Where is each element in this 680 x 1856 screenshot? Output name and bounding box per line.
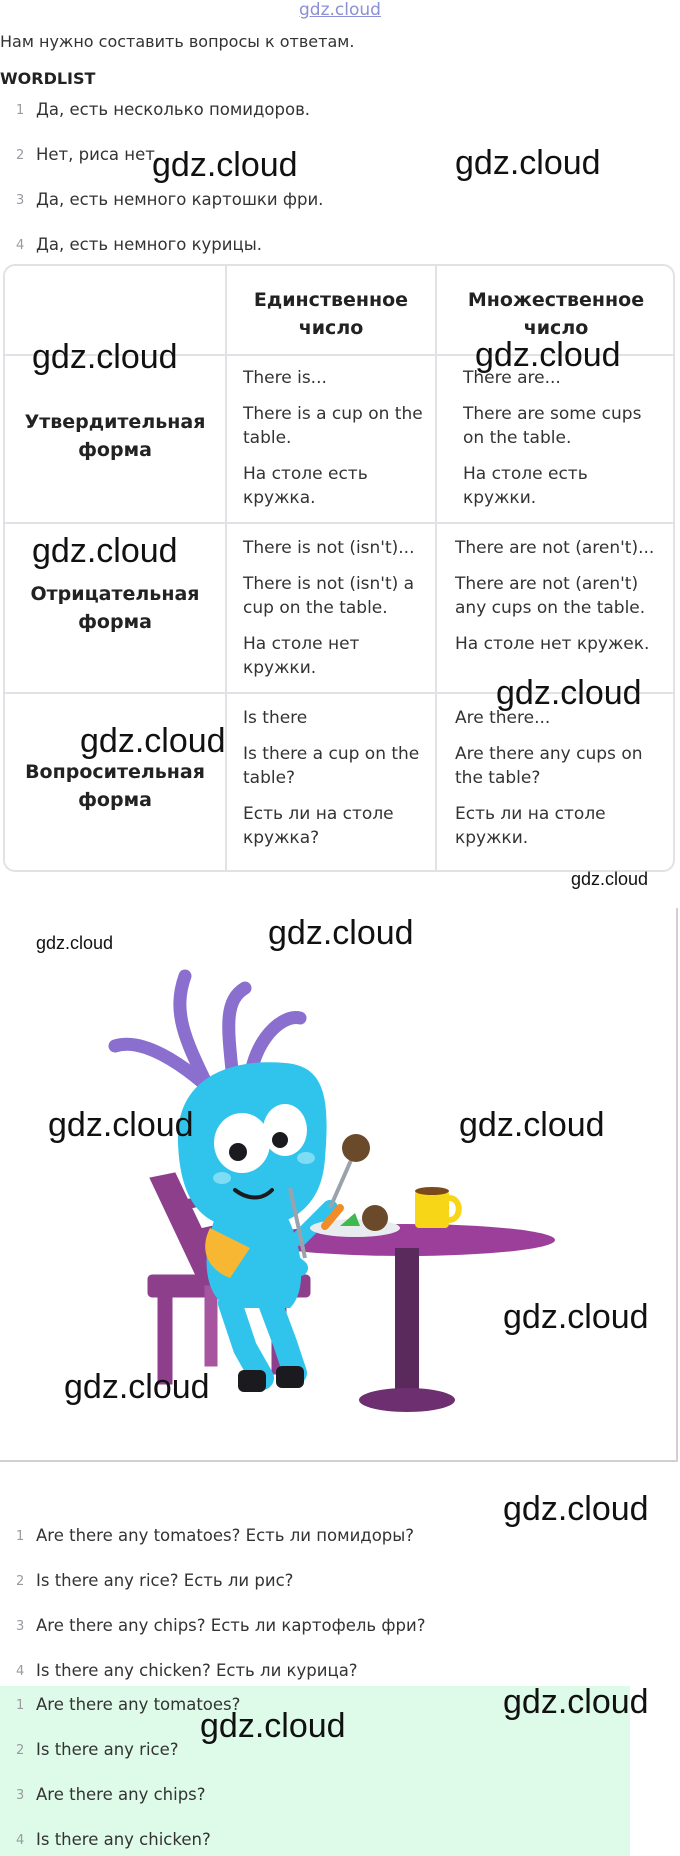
list-text: Нет, риса нет. xyxy=(36,145,161,164)
list-number: 1 xyxy=(16,103,25,118)
top-watermark[interactable]: gdz.cloud xyxy=(299,0,381,20)
header-plural: Множественное число xyxy=(467,289,645,339)
list-text: Are there any tomatoes? xyxy=(36,1695,241,1714)
watermark: gdz.cloud xyxy=(36,933,114,953)
watermark: gdz.cloud xyxy=(503,1683,649,1721)
wordlist-title: WORDLIST xyxy=(0,69,96,88)
watermark: gdz.cloud xyxy=(48,1106,194,1144)
watermark: gdz.cloud xyxy=(503,1298,649,1336)
list-number: 1 xyxy=(16,1529,25,1544)
cell-negative-singular xyxy=(243,536,423,692)
list-text: Are there any chips? xyxy=(36,1785,206,1804)
cell-line: На столе нет кружки. xyxy=(243,634,360,678)
cell-line: There is a cup on the table. xyxy=(243,404,423,448)
watermark: gdz.cloud xyxy=(64,1368,210,1406)
list-number: 4 xyxy=(16,1833,25,1848)
cell-line: Is there a cup on the table? xyxy=(243,744,420,788)
list-text: Да, есть несколько помидоров. xyxy=(36,100,311,119)
cell-line: Есть ли на столе кружка? xyxy=(243,804,394,848)
list-number: 2 xyxy=(16,1574,25,1589)
list-number: 3 xyxy=(16,1788,25,1803)
watermark: gdz.cloud xyxy=(571,869,649,889)
cell-line: There are some cups on the table. xyxy=(463,404,642,448)
watermark: gdz.cloud xyxy=(80,722,226,760)
watermark: gdz.cloud xyxy=(459,1106,605,1144)
cell-affirmative-singular xyxy=(243,366,423,522)
cell-line: Is there xyxy=(243,708,308,728)
list-text: Is there any rice? Есть ли рис? xyxy=(36,1571,294,1590)
list-text: Are there any chips? Есть ли картофель фри? xyxy=(36,1616,426,1635)
task-intro: Нам нужно составить вопросы к ответам. xyxy=(0,32,355,51)
watermark: gdz.cloud xyxy=(503,1490,649,1528)
list-number: 3 xyxy=(16,1619,25,1634)
cell-affirmative-plural xyxy=(463,366,663,522)
watermark: gdz.cloud xyxy=(32,338,178,376)
cell-line: Are there... xyxy=(455,708,551,728)
cell-line: На столе нет кружек. xyxy=(455,634,650,654)
watermark: gdz.cloud xyxy=(32,532,178,570)
list-text: Да, есть немного картошки фри. xyxy=(36,190,324,209)
list-number: 2 xyxy=(16,148,25,163)
cell-interrogative-singular xyxy=(243,706,423,862)
list-number: 2 xyxy=(16,1743,25,1758)
cell-line: There are not (aren't)... xyxy=(455,538,655,558)
cell-line: Есть ли на столе кружки. xyxy=(455,804,606,848)
cell-line: There is not (isn't) a cup on the table. xyxy=(243,574,415,618)
list-text: Да, есть немного курицы. xyxy=(36,235,263,254)
cell-line: There is not (isn't)... xyxy=(243,538,415,558)
cell-line: There are not (aren't) any cups on the table. xyxy=(455,574,646,618)
cell-line: На столе есть кружки. xyxy=(463,464,588,508)
cell-negative-plural xyxy=(455,536,665,668)
list-text: Is there any chicken? xyxy=(36,1830,211,1849)
watermark: gdz.cloud xyxy=(152,146,298,184)
row-label-affirmative: Утвердительная форма xyxy=(24,411,206,461)
cell-line: Are there any cups on the table? xyxy=(455,744,643,788)
watermark: gdz.cloud xyxy=(455,144,601,182)
cell-line: There is... xyxy=(243,368,327,388)
watermark: gdz.cloud xyxy=(200,1707,346,1745)
list-text: Are there any tomatoes? Есть ли помидоры? xyxy=(36,1526,415,1545)
list-number: 4 xyxy=(16,1664,25,1679)
list-text: Is there any chicken? Есть ли курица? xyxy=(36,1661,358,1680)
header-singular: Единственное число xyxy=(253,289,409,339)
list-number: 1 xyxy=(16,1698,25,1713)
watermark: gdz.cloud xyxy=(496,674,642,712)
cell-line: There are... xyxy=(463,368,561,388)
cell-interrogative-plural xyxy=(455,706,655,862)
watermark: gdz.cloud xyxy=(268,914,414,952)
row-label-negative: Отрицательная форма xyxy=(30,583,200,633)
list-number: 3 xyxy=(16,193,25,208)
watermark: gdz.cloud xyxy=(475,336,621,374)
row-label-interrogative: Вопросительная форма xyxy=(25,761,205,811)
list-text: Is there any rice? xyxy=(36,1740,179,1759)
list-number: 4 xyxy=(16,238,25,253)
cell-line: На столе есть кружка. xyxy=(243,464,368,508)
